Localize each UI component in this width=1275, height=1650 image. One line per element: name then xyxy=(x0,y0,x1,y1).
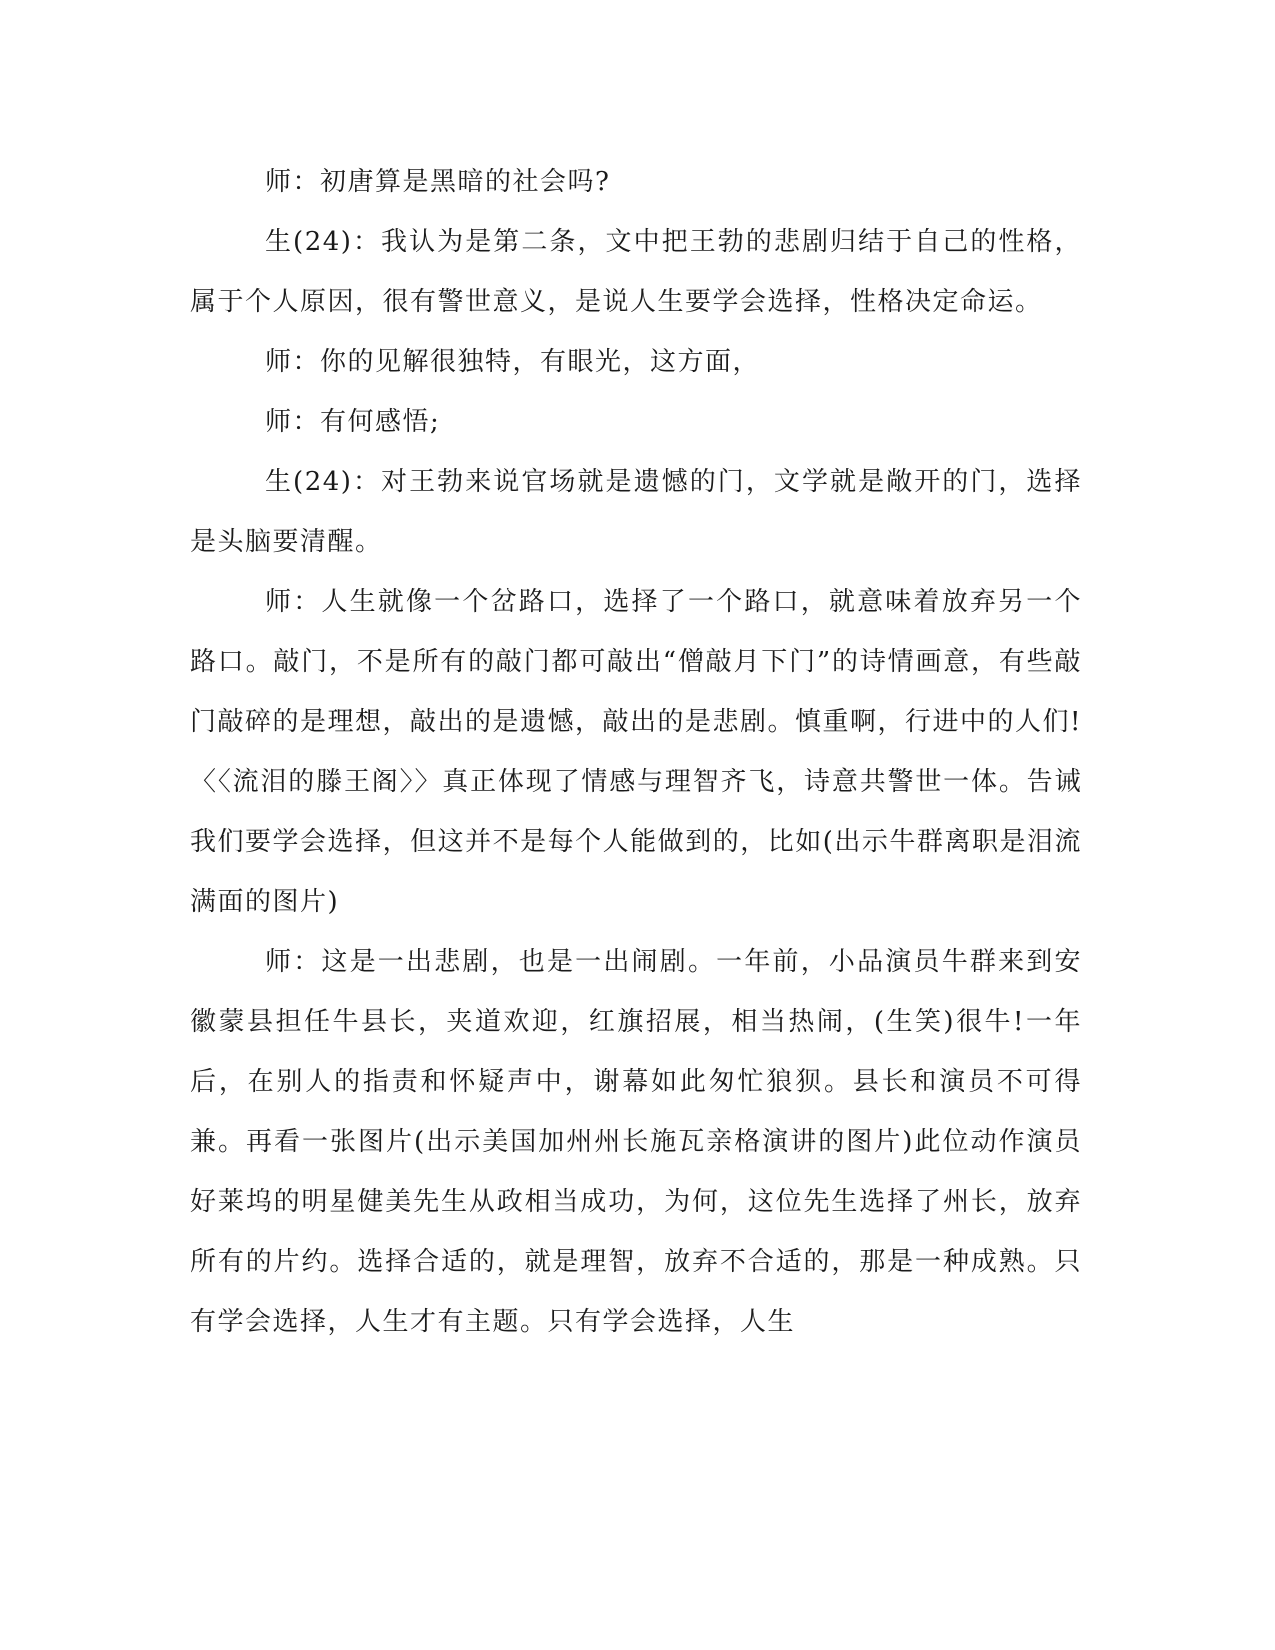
paragraph-5: 生(24)：对王勃来说官场就是遗憾的门，文学就是敞开的门，选择是头脑要清醒。 xyxy=(190,467,1082,557)
paragraph-1: 师：初唐算是黑暗的社会吗? xyxy=(265,167,611,197)
paragraph-4: 师：有何感悟; xyxy=(265,407,441,437)
paragraph-7: 师：这是一出悲剧，也是一出闹剧。一年前，小品演员牛群来到安徽蒙县担任牛县长，夹道欢迎，红旗招展，相当热闹，(生笑)很牛!一年后，在别人的指责和怀疑声中，谢幕如此匆忙狼狈。县长和演员不可得兼。再看一张图片(出示美国加州州长施瓦亲格演讲的图片)此位动作演员好莱坞的明星健美先生从政相当成功，为何，这位先生选择了州长，放弃所有的片约。选择合适的，就是理智，放弃不合适的，那是一种成熟。只有学会选择，人生才有主题。只有学会选择，人生 xyxy=(190,947,1082,1337)
paragraph-3: 师：你的见解很独特，有眼光，这方面， xyxy=(265,347,761,377)
document-body xyxy=(190,152,1082,1352)
paragraph-6: 师：人生就像一个岔路口，选择了一个路口，就意味着放弃另一个路口。敲门，不是所有的敲门都可敲出“僧敲月下门”的诗情画意，有些敲门敲碎的是理想，敲出的是遗憾，敲出的是悲剧。慎重啊，行进中的人们!〈〈流泪的滕王阁〉〉真正体现了情感与理智齐飞，诗意共警世一体。告诫我们要学会选择，但这并不是每个人能做到的，比如(出示牛群离职是泪流满面的图片) xyxy=(190,587,1082,917)
paragraph-2: 生(24)：我认为是第二条，文中把王勃的悲剧归结于自己的性格，属于个人原因，很有警世意义，是说人生要学会选择，性格决定命运。 xyxy=(190,227,1082,317)
